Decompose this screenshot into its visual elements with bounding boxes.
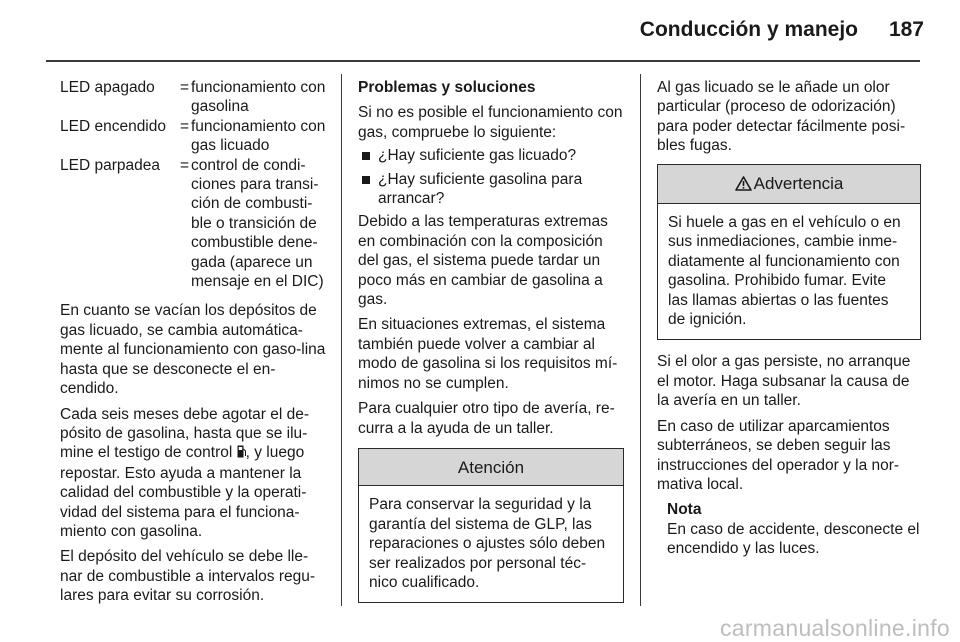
column-3 [657, 78, 921, 559]
led-row [60, 78, 328, 117]
led-label: LED encendido [60, 117, 166, 135]
header-rule [46, 60, 920, 62]
warning-header [658, 165, 920, 204]
list-item [358, 170, 624, 209]
column-2 [358, 78, 624, 615]
column-1 [60, 78, 328, 612]
warning-triangle-icon [735, 176, 752, 195]
led-table [60, 78, 328, 291]
fuel-indicator-icon [237, 444, 246, 463]
warning-title: Advertencia [753, 173, 844, 193]
led-value: funcionamiento con gas licuado [191, 117, 326, 155]
bullet-square-icon [362, 176, 370, 184]
list-item [358, 146, 624, 165]
note-title: Nota [667, 501, 702, 519]
paragraph-text: , y luego repostar. Esto ayuda a mantener la calidad del combustible y la operati-vidad del sistema para el funciona-miento con gasolina. [60, 444, 307, 540]
column-divider-1 [341, 74, 342, 606]
led-value: control de condi-ciones para transi-ción de combusti-ble o transición de combustible dene-gada (aparece un mensaje en el DIC) [191, 156, 324, 291]
paragraph: Si no es posible el funcionamiento con gas, compruebe lo siguiente: [358, 104, 623, 141]
paragraph: En caso de utilizar aparcamientos subterráneos, se deben seguir las instrucciones del operador y la nor-mativa local. [657, 417, 900, 493]
led-equals: = [180, 79, 190, 96]
paragraph: Si el olor a gas persiste, no arranque el motor. Haga subsanar la causa de la avería en un taller. [657, 353, 911, 410]
paragraph [60, 405, 328, 542]
paragraph: Debido a las temperaturas extremas en combinación con la composición del gas, el sistema puede tardar un poco más en cambiar de gasolina a gas. [358, 213, 608, 309]
watermark: carmanualsonline.info [719, 615, 950, 641]
led-row [60, 156, 328, 292]
page-header [46, 14, 926, 42]
note-body: En caso de accidente, desconecte el encendido y las luces. [667, 520, 920, 558]
checklist [358, 146, 624, 208]
column-divider-2 [640, 74, 641, 606]
led-label: LED parpadea [60, 156, 160, 174]
paragraph: Para cualquier otro tipo de avería, re-curra a la ayuda de un taller. [358, 400, 615, 437]
warning-box [657, 164, 921, 341]
led-row [60, 117, 328, 156]
bullet-square-icon [362, 152, 370, 160]
paragraph: El depósito del vehículo se debe lle-nar de combustible a intervalos regu-lares para evitar su corrosión. [60, 548, 316, 605]
paragraph-text: Cada seis meses debe agotar el de-pósito de gasolina, hasta que se ilu-mine el testigo de control [60, 405, 310, 462]
section-title: Conducción y manejo [639, 18, 858, 41]
led-equals: = [180, 156, 190, 174]
warning-body: Si huele a gas en el vehículo o en sus inmediaciones, cambie inme-diatamente al funcionamiento con gasolina. Prohibido fumar. Evite las llamas abiertas o las fuentes de ignición. [668, 214, 901, 329]
list-item-text: ¿Hay suficiente gas licuado? [378, 147, 577, 165]
caution-body: Para conservar la seguridad y la garantía del sistema de GLP, las reparaciones o ajustes sólo deben ser realizados por personal téc-nico cualificado. [369, 496, 606, 591]
led-equals: = [180, 117, 190, 135]
list-item-text: ¿Hay suficiente gasolina para arrancar? [378, 170, 583, 208]
paragraph: Al gas licuado se le añade un olor particular (proceso de odorización) para poder detectar fácilmente posi-bles fugas. [657, 79, 906, 155]
caution-title: Atención [359, 449, 623, 486]
led-value: funcionamiento con gasolina [191, 79, 326, 116]
paragraph: En situaciones extremas, el sistema también puede volver a cambiar al modo de gasolina si los requisitos mí-nimos no se cumplen. [358, 316, 618, 392]
page-number: 187 [888, 18, 924, 41]
note [667, 500, 921, 558]
paragraph: En cuanto se vacían los depósitos de gas licuado, se cambia automática-mente al funcionamiento con gaso-lina hasta que se desconecte el en-cendido. [60, 302, 326, 398]
led-label: LED apagado [60, 79, 155, 96]
section-heading: Problemas y soluciones [358, 79, 536, 96]
caution-box [358, 448, 624, 603]
